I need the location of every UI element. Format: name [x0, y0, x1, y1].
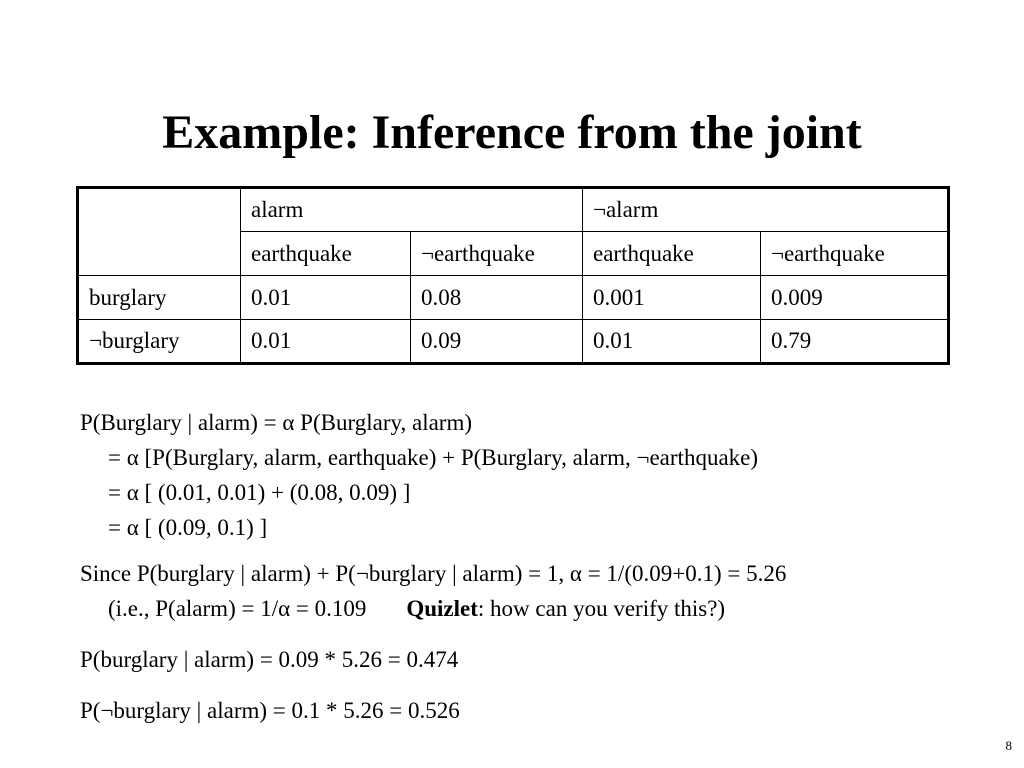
table-cell: 0.01 — [583, 320, 761, 364]
slide-body — [80, 405, 1000, 728]
quizlet-line — [80, 591, 1000, 626]
quizlet-label: Quizlet — [406, 596, 478, 621]
subheader-earthquake: earthquake — [241, 232, 411, 276]
header-alarm: alarm — [241, 188, 583, 232]
table-row — [78, 320, 949, 364]
ie-text: (i.e., P(alarm) = 1/α = 0.109 — [108, 596, 367, 621]
table-cell: 0.01 — [241, 320, 411, 364]
normalization-line: Since P(burglary | alarm) + P(¬burglary | alarm) = 1, α = 1/(0.09+0.1) = 5.26 — [80, 561, 787, 586]
table-cell: 0.009 — [761, 276, 949, 320]
subheader-not-earthquake: ¬earthquake — [411, 232, 583, 276]
table-cell: 0.01 — [241, 276, 411, 320]
table-cell: 0.09 — [411, 320, 583, 364]
subheader-earthquake: earthquake — [583, 232, 761, 276]
header-not-alarm: ¬alarm — [583, 188, 949, 232]
table-cell: 0.08 — [411, 276, 583, 320]
result-line: P(¬burglary | alarm) = 0.1 * 5.26 = 0.526 — [80, 698, 460, 723]
result-line: P(burglary | alarm) = 0.09 * 5.26 = 0.474 — [80, 647, 459, 672]
derivation-line: = α [ (0.09, 0.1) ] — [108, 515, 268, 540]
derivation-line: P(Burglary | alarm) = α P(Burglary, alarm) — [80, 410, 472, 435]
table-cell: 0.79 — [761, 320, 949, 364]
derivation-line: = α [P(Burglary, alarm, earthquake) + P(Burglary, alarm, ¬earthquake) — [108, 445, 759, 470]
subheader-not-earthquake: ¬earthquake — [761, 232, 949, 276]
table-row — [78, 276, 949, 320]
joint-probability-table — [76, 186, 950, 365]
table-corner-cell — [78, 188, 241, 276]
derivation-line: = α [ (0.01, 0.01) + (0.08, 0.09) ] — [108, 480, 411, 505]
row-label: burglary — [78, 276, 241, 320]
table-cell: 0.001 — [583, 276, 761, 320]
quizlet-text: : how can you verify this?) — [477, 596, 726, 621]
page-number: 8 — [1005, 738, 1012, 753]
slide-title: Example: Inference from the joint — [162, 106, 862, 159]
row-label: ¬burglary — [78, 320, 241, 364]
table-header-row — [78, 188, 949, 232]
